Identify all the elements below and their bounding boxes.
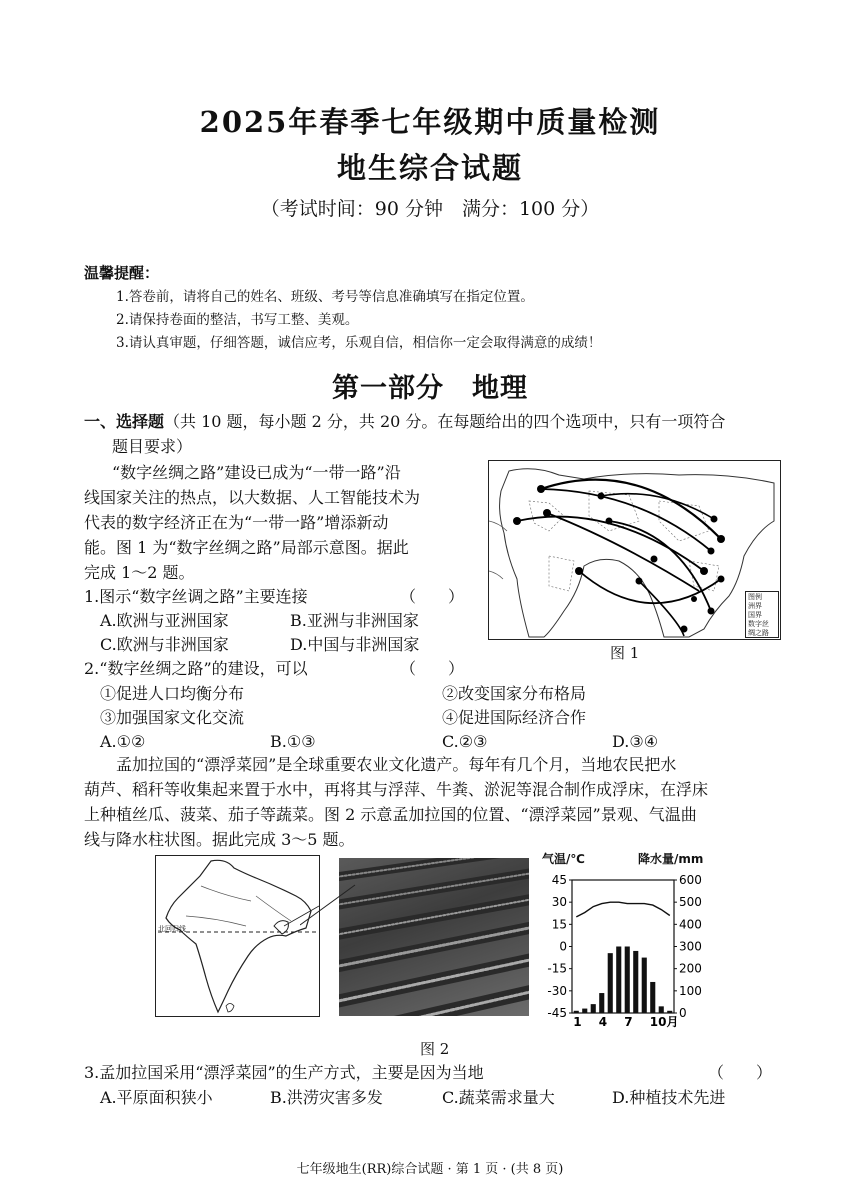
precipitation-bar [574,1011,579,1013]
precipitation-tick-label: 300 [679,939,702,954]
precipitation-bar [667,1011,672,1013]
precipitation-bar [642,958,647,1013]
section-instruction [84,409,784,459]
precipitation-bar [625,947,630,1014]
precipitation-bar [591,1004,596,1013]
figure-2-caption: 图 2 [420,1040,450,1058]
legend-title: 图例 [748,593,762,601]
legend-item: 国界 [748,611,762,619]
temperature-tick-label: -30 [547,983,567,998]
question-1-option-c[interactable]: C.欧洲与非洲国家 [100,635,229,654]
precipitation-bar [582,1009,587,1013]
passage-line: 线与降水柱状图。据此完成 3～5 题。 [84,830,355,849]
precipitation-bar [650,982,655,1013]
section-text-line2: 题目要求） [112,437,193,456]
precipitation-tick-label: 0 [679,1006,687,1020]
question-2-option-d[interactable]: D.③④ [612,732,659,751]
temperature-tick-label: -45 [547,1006,567,1020]
precipitation-bar [633,951,638,1013]
question-2-option-a[interactable]: A.①② [100,732,146,751]
precipitation-axis-label: 降水量/mm [638,852,704,866]
question-2-option-c[interactable]: C.②③ [442,732,488,751]
passage-1 [84,460,484,585]
tip-item: 1.答卷前，请将自己的姓名、班级、考号等信息准确填写在指定位置。 [116,289,534,305]
figure-1-caption: 图 1 [610,644,640,662]
precipitation-tick-label: 600 [679,873,702,887]
passage-line: 葫芦、稻秆等收集起来置于水中，再将其与浮萍、牛粪、淤泥等混合制作成浮床，在浮床 [84,780,709,799]
precipitation-bar [599,993,604,1013]
temperature-tick-label: -15 [547,961,567,976]
legend-item: 洲界 [748,602,762,610]
passage-2 [84,752,784,852]
month-tick-label: 7 [624,1015,633,1028]
question-2-stem: 2.“数字丝绸之路”的建设，可以 [84,659,308,678]
page-footer: 七年级地生(RR)综合试题 · 第 1 页 · (共 8 页) [296,1162,564,1177]
question-2-statement: ②改变国家分布格局 [442,684,587,703]
question-2-answer-bracket[interactable]: （ ） [400,659,465,678]
month-tick-label: 1 [573,1015,582,1028]
question-3-answer-bracket[interactable]: （ ） [708,1063,773,1082]
legend-item: 绸之路 [748,629,769,637]
passage-line: 线国家关注的热点，以大数据、人工智能技术为 [84,488,421,507]
tropic-of-cancer-label: 北回归线 [158,925,186,933]
precipitation-tick-label: 400 [679,917,702,932]
exam-info: （考试时间：90 分钟 满分：100 分） [260,198,600,220]
exam-title: 2025年春季七年级期中质量检测 [199,105,661,139]
passage-line: 孟加拉国的“漂浮菜园”是全球重要农业文化遗产。每年有几个月，当地农民把水 [116,755,677,774]
question-1-option-b[interactable]: B.亚洲与非洲国家 [290,611,419,630]
precipitation-bar [659,1006,664,1013]
question-3-option-d[interactable]: D.种植技术先进 [612,1088,726,1107]
question-3-option-c[interactable]: C.蔬菜需求量大 [442,1088,555,1107]
precipitation-tick-label: 200 [679,961,702,976]
temperature-tick-label: 0 [559,939,567,954]
tip-item: 2.请保持卷面的整洁，书写工整、美观。 [116,312,359,328]
figure-1-map-drawing [489,461,780,639]
figure-2-map [155,855,320,1017]
question-3-option-a[interactable]: A.平原面积狭小 [100,1088,213,1107]
exam-subtitle: 地生综合试题 [336,151,523,185]
floating-garden-rows [339,858,529,1016]
question-3-stem: 3.孟加拉国采用“漂浮菜园”的生产方式，主要是因为当地 [84,1063,484,1082]
passage-line: “数字丝绸之路”建设已成为“一带一路”沿 [112,463,401,482]
section-text-line1: （共 10 题，每小题 2 分，共 20 分。在每题给出的四个选项中，只有一项符合 [164,412,726,431]
tips-heading: 温馨提醒： [84,264,160,282]
question-1-option-d[interactable]: D.中国与非洲国家 [290,635,420,654]
precipitation-bar [608,953,613,1013]
floating-garden-photo [339,858,529,1016]
temperature-tick-label: 30 [551,895,567,910]
temperature-axis-label: 气温/℃ [542,852,585,866]
climate-chart-plot [540,868,710,1028]
climate-chart [540,850,710,1030]
passage-line: 完成 1～2 题。 [84,563,195,582]
figure-2-map-drawing [156,856,319,1016]
month-tick-label: 4 [598,1015,608,1028]
section-label: 一、选择题 [84,412,165,431]
question-2-statement: ①促进人口均衡分布 [100,684,245,703]
question-3-option-b[interactable]: B.洪涝灾害多发 [270,1088,383,1107]
question-1-stem: 1.图示“数字丝调之路”主要连接 [84,587,308,606]
temperature-tick-label: 15 [551,917,567,932]
question-2-option-b[interactable]: B.①③ [270,732,316,751]
legend-item: 数字丝 [748,620,769,628]
tip-item: 3.请认真审题，仔细答题，诚信应考，乐观自信，相信你一定会取得满意的成绩！ [116,335,602,351]
passage-line: 上种植丝瓜、菠菜、茄子等蔬菜。图 2 示意孟加拉国的位置、“漂浮菜园”景观、气温曲 [84,805,697,824]
precipitation-bar [616,947,621,1014]
figure-1-map [488,460,781,640]
question-1-answer-bracket[interactable]: （ ） [400,587,465,606]
precipitation-tick-label: 100 [679,983,702,998]
figure-1-legend [745,591,779,638]
temperature-tick-label: 45 [551,873,567,887]
precipitation-tick-label: 500 [679,895,702,910]
passage-line: 代表的数字经济正在为“一带一路”增添新动 [84,513,389,532]
question-2-statement: ③加强国家文化交流 [100,708,245,727]
month-tick-label: 10月 [649,1015,679,1028]
question-1-option-a[interactable]: A.欧洲与亚洲国家 [100,611,229,630]
part-title: 第一部分 地理 [332,373,528,404]
callout-line [300,880,360,940]
question-2-statement: ④促进国际经济合作 [442,708,587,727]
temperature-line [576,902,670,917]
passage-line: 能。图 1 为“数字丝绸之路”局部示意图。据此 [84,538,409,557]
plot-frame [572,880,674,1013]
